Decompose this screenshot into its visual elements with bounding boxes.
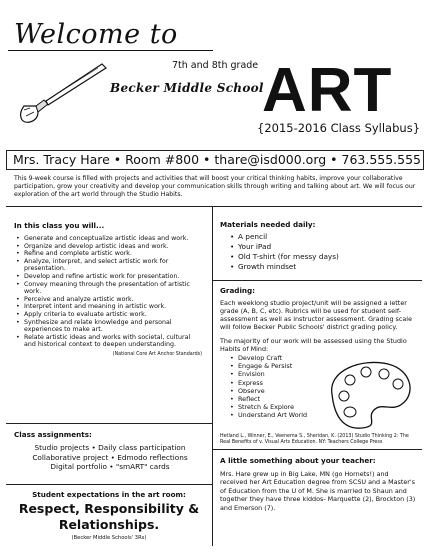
school-name: Becker Middle School bbox=[110, 81, 264, 95]
materials-list bbox=[228, 232, 416, 272]
grading-habits-intro: The majority of our work will be assessed using the Studio Habits of Mind: bbox=[220, 337, 407, 353]
list-item: • Envision bbox=[228, 370, 416, 378]
assignment-line: Studio projects • Daily class participation bbox=[34, 443, 186, 452]
list-item: • Stretch & Explore bbox=[228, 403, 416, 411]
expectations-citation: (Becker Middle Schools' 3Rs) bbox=[71, 535, 147, 541]
column-divider bbox=[212, 206, 213, 546]
objectives-list bbox=[14, 235, 202, 349]
list-item: • Relate artistic ideas and works with societal, cultural and historical context to deepen understanding. bbox=[14, 334, 202, 349]
grading-heading: Grading: bbox=[220, 286, 256, 295]
expectations-heading: Student expectations in the art room: bbox=[32, 490, 186, 499]
paintbrush-icon bbox=[10, 58, 110, 130]
section-divider bbox=[6, 484, 212, 485]
list-item: • Generate and conceptualize artistic ideas and work. bbox=[14, 235, 202, 243]
section-divider bbox=[212, 449, 422, 450]
list-item: • Interpret intent and meaning in artistic work. bbox=[14, 303, 202, 311]
teacher-heading: A little something about your teacher: bbox=[220, 456, 376, 465]
contact-bar: Mrs. Tracy Hare • Room #800 • thare@isd000.org • 763.555.555 bbox=[6, 150, 424, 170]
grade-label: 7th and 8th grade bbox=[172, 60, 259, 71]
list-item: • Old T-shirt (for messy days) bbox=[228, 252, 416, 262]
assignment-line: Collaborative project • Edmodo reflections bbox=[32, 452, 188, 462]
welcome-title: Welcome to bbox=[14, 19, 178, 50]
materials-heading: Materials needed daily: bbox=[220, 220, 316, 229]
list-item: • Refine and complete artistic work. bbox=[14, 250, 202, 258]
welcome-underline bbox=[8, 50, 213, 51]
standards-citation: (National Core Art Anchor Standards) bbox=[112, 351, 202, 357]
list-item: • Organize and develop artistic ideas and work. bbox=[14, 243, 202, 251]
list-item: • Develop Craft bbox=[228, 354, 416, 362]
list-item: • Reflect bbox=[228, 395, 416, 403]
expectations-section bbox=[8, 490, 210, 541]
list-item: • Develop and refine artistic work for presentation. bbox=[14, 273, 202, 281]
expectations-values: Respect, Responsibility & bbox=[18, 501, 200, 516]
objectives-section bbox=[14, 221, 202, 357]
list-item: • Engage & Persist bbox=[228, 362, 416, 370]
section-divider bbox=[212, 280, 422, 281]
syllabus-year: {2015-2016 Class Syllabus} bbox=[257, 121, 421, 135]
list-item: • Synthesize and relate knowledge and personal experiences to make art. bbox=[14, 319, 202, 334]
course-intro: This 9-week course is filled with projects and activities that will boost your critical thinking habits, improve your collaborative participation, grow your creativity and develop your communication skills through writing and talking about art. We will focus our exploration of the art world through the Studio Habits. bbox=[14, 175, 416, 198]
list-item: • Growth mindset bbox=[228, 262, 416, 272]
palette-icon bbox=[322, 354, 418, 432]
list-item: • Understand Art World bbox=[228, 411, 416, 419]
grading-policy: Each weeklong studio project/unit will be assigned a letter grade (A, B, C, etc). Rubrics will be used for student self-assessment as well as instructor assessment. Grading scale will follow Becker Public Schools' district grading policy. bbox=[220, 299, 413, 331]
list-item: • Analyze, interpret, and select artistic work for presentation. bbox=[14, 258, 202, 273]
habits-citation: Hetland L., Winner, E., Veenema S., Sheridan, K. (2013) Studio Thinking 2: The Real Benefits of v. Visual Arts Education. NY: Teachers College Press bbox=[220, 434, 409, 445]
assignments-heading: Class assignments: bbox=[14, 430, 92, 439]
expectations-values: Relationships. bbox=[58, 517, 160, 532]
list-item: • Convey meaning through the presentation of artistic work. bbox=[14, 281, 202, 296]
teacher-section bbox=[220, 456, 416, 512]
list-item: • A pencil bbox=[228, 232, 416, 242]
list-item: • Perceive and analyze artistic work. bbox=[14, 296, 202, 304]
section-divider bbox=[6, 206, 422, 207]
art-title: ART bbox=[262, 56, 393, 125]
objectives-heading: In this class you will... bbox=[14, 221, 105, 230]
teacher-bio: Mrs. Hare grew up in Big Lake, MN (go Hornets!) and received her Art Education degree from SCSU and a Master's of Education from the U of M. She is married to Shaun and together they have three kiddos- Marquette (2), Brockton (3) and Emerson (7). bbox=[220, 470, 416, 512]
list-item: • Observe bbox=[228, 387, 416, 395]
section-divider bbox=[6, 423, 212, 424]
list-item: • Your iPad bbox=[228, 242, 416, 252]
list-item: • Apply criteria to evaluate artistic work. bbox=[14, 311, 202, 319]
assignment-line: Digital portfolio • "smART" cards bbox=[50, 462, 170, 472]
materials-section bbox=[220, 220, 416, 272]
assignments-section bbox=[14, 430, 206, 472]
list-item: • Express bbox=[228, 379, 416, 387]
